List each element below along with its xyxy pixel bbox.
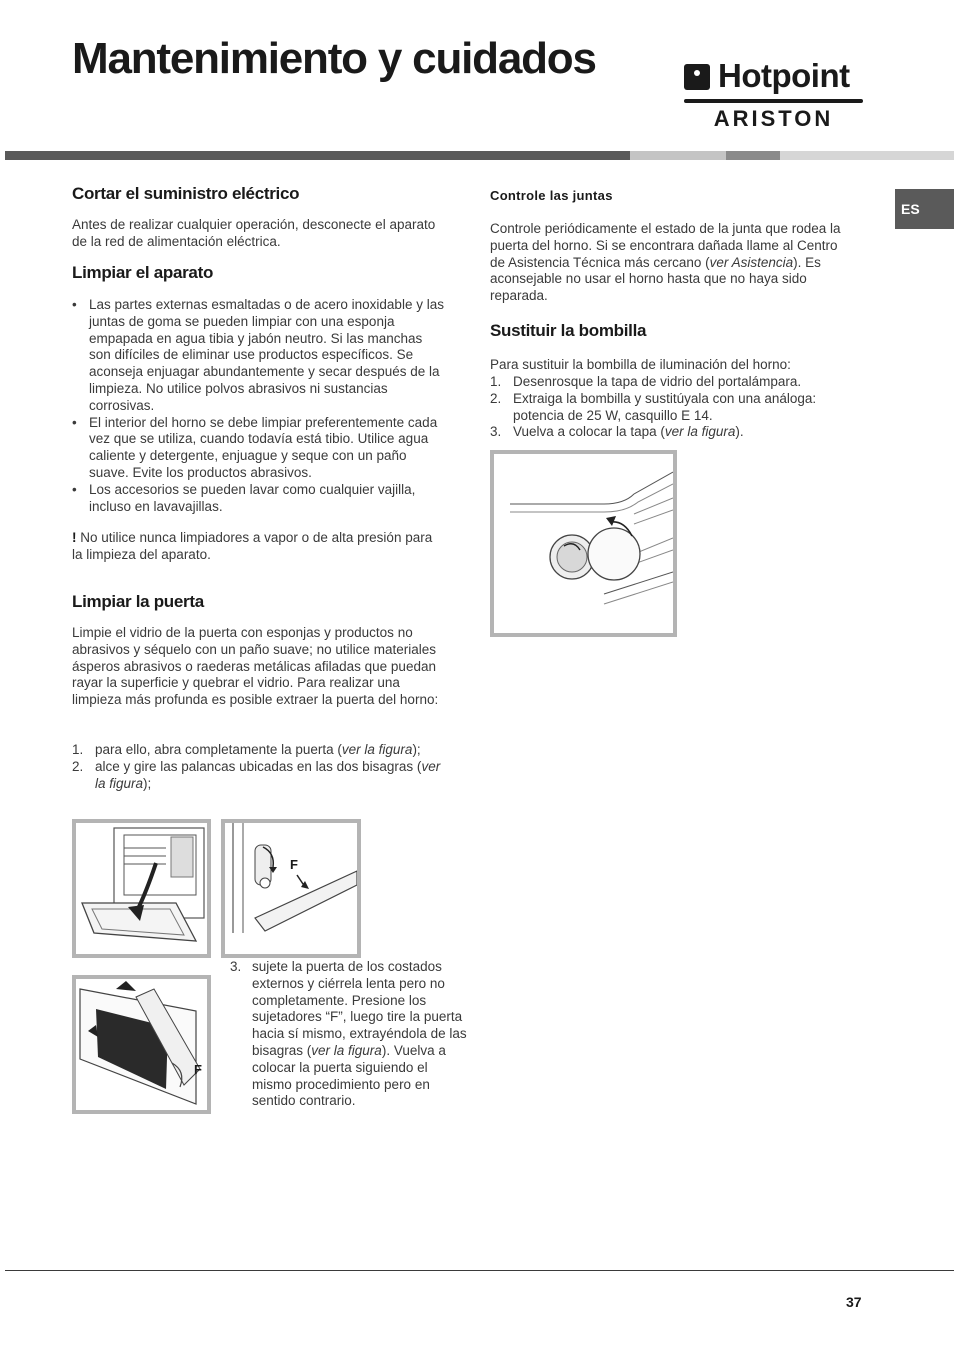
logo-mark-icon [684, 64, 710, 90]
figure-bulb-cover [490, 450, 677, 637]
list-item: • Las partes externas esmaltadas o de acero inoxidable y las juntas de goma se pueden limpiar con una esponja empapada en agua tibia y jabón neutro. Si las manchas son difíciles de eliminar use productos específicos. Se aconseja enjuagar abundantemente y secar después de la limpieza. No utilice polvos abrasivos ni sustancias corrosivas. [72, 297, 444, 413]
logo-divider [684, 99, 863, 103]
section-text-bulb: Para sustituir la bombilla de iluminación del horno: [490, 357, 791, 372]
header-bar-dark [5, 151, 630, 160]
footer-divider [5, 1270, 954, 1271]
page-title: Mantenimiento y cuidados [72, 34, 596, 83]
header-bar-light-1 [630, 151, 726, 160]
list-item: 1. Desenrosque la tapa de vidrio del portalámpara. [490, 374, 802, 389]
list-item: 3. Vuelva a colocar la tapa (ver la figura). [490, 424, 744, 440]
bulb-steps [490, 374, 860, 441]
warning-mark: ! [72, 530, 77, 545]
brand-subname: ARISTON [713, 106, 834, 131]
section-title-seals: Controle las juntas [490, 188, 613, 203]
list-item: • Los accesorios se pueden lavar como cualquier vajilla, incluso en lavavajillas. [72, 481, 416, 514]
header-bar-light-2 [780, 151, 954, 160]
bulb-illustration [494, 454, 673, 633]
figure-hinge-lever [221, 819, 361, 958]
section-title-clean-door: Limpiar la puerta [72, 592, 204, 611]
language-tab: ES [895, 189, 954, 229]
brand-logo [684, 56, 850, 96]
warning-note: ! No utilice nunca limpiadores a vapor o de alta presión para la limpieza del aparato. [72, 530, 433, 562]
bullet-list [72, 297, 444, 515]
section-text-door: Limpie el vidrio de la puerta con esponjas y productos no abrasivos y séquelo con un paño suave; no utilice materiales ásperos abrasivos o raederas metálicas afiladas que puedan rayar la superficie y quebrar el vidrio. Para realizar una limpieza más profunda es posible extraer la puerta del horno: [72, 625, 439, 708]
door-removal-illustration [76, 979, 207, 1110]
door-step-3: 3. sujete la puerta de los costados externos y ciérrela lenta pero no completamente. Presione los sujetadores “F”, luego tire la puerta hacia sí mismo, extrayéndola de las bisagras (ver la figura). Vuelva a colocar la puerta siguiendo el mismo procedimiento pero en sentido contrario. [230, 959, 467, 1109]
list-item: 2. alce y gire las palancas ubicadas en las dos bisagras (ver la figura); [72, 758, 441, 791]
fig-label-f: F [290, 857, 298, 872]
fig-label-f: F [194, 1062, 202, 1077]
figure-door-removal [72, 975, 211, 1114]
figure-oven-door-open [72, 819, 211, 958]
section-text-seals: Controle periódicamente el estado de la junta que rodea la puerta del horno. Si se encontrara dañada llame al Centro de Asistencia Técnica más cercano (ver Asistencia). Es aconsejable no usar el horno hasta que no haya sido reparada. [490, 221, 841, 304]
list-item: 2. Extraiga la bombilla y sustitúyala con una análoga: potencia de 25 W, casquillo E 14. [490, 390, 817, 423]
list-item: • El interior del horno se debe limpiar preferentemente cada vez que se utiliza, cuando todavía está tibio. Utilice agua caliente y detergente, enjuague y seque con un paño suave. Evite los productos abrasivos. [72, 414, 438, 480]
section-text-power: Antes de realizar cualquier operación, desconecte el aparato de la red de alimentación eléctrica. [72, 217, 436, 249]
page-number: 37 [846, 1294, 862, 1310]
hinge-illustration [225, 823, 357, 954]
header-bar-mid [726, 151, 780, 160]
section-title-power: Cortar el suministro eléctrico [72, 184, 300, 203]
section-title-bulb: Sustituir la bombilla [490, 321, 647, 340]
brand-name: Hotpoint [718, 57, 850, 94]
list-item: 1. para ello, abra completamente la puerta (ver la figura); [72, 742, 421, 757]
oven-open-illustration [76, 823, 207, 954]
door-steps [72, 742, 444, 792]
section-title-clean-appliance: Limpiar el aparato [72, 263, 214, 282]
